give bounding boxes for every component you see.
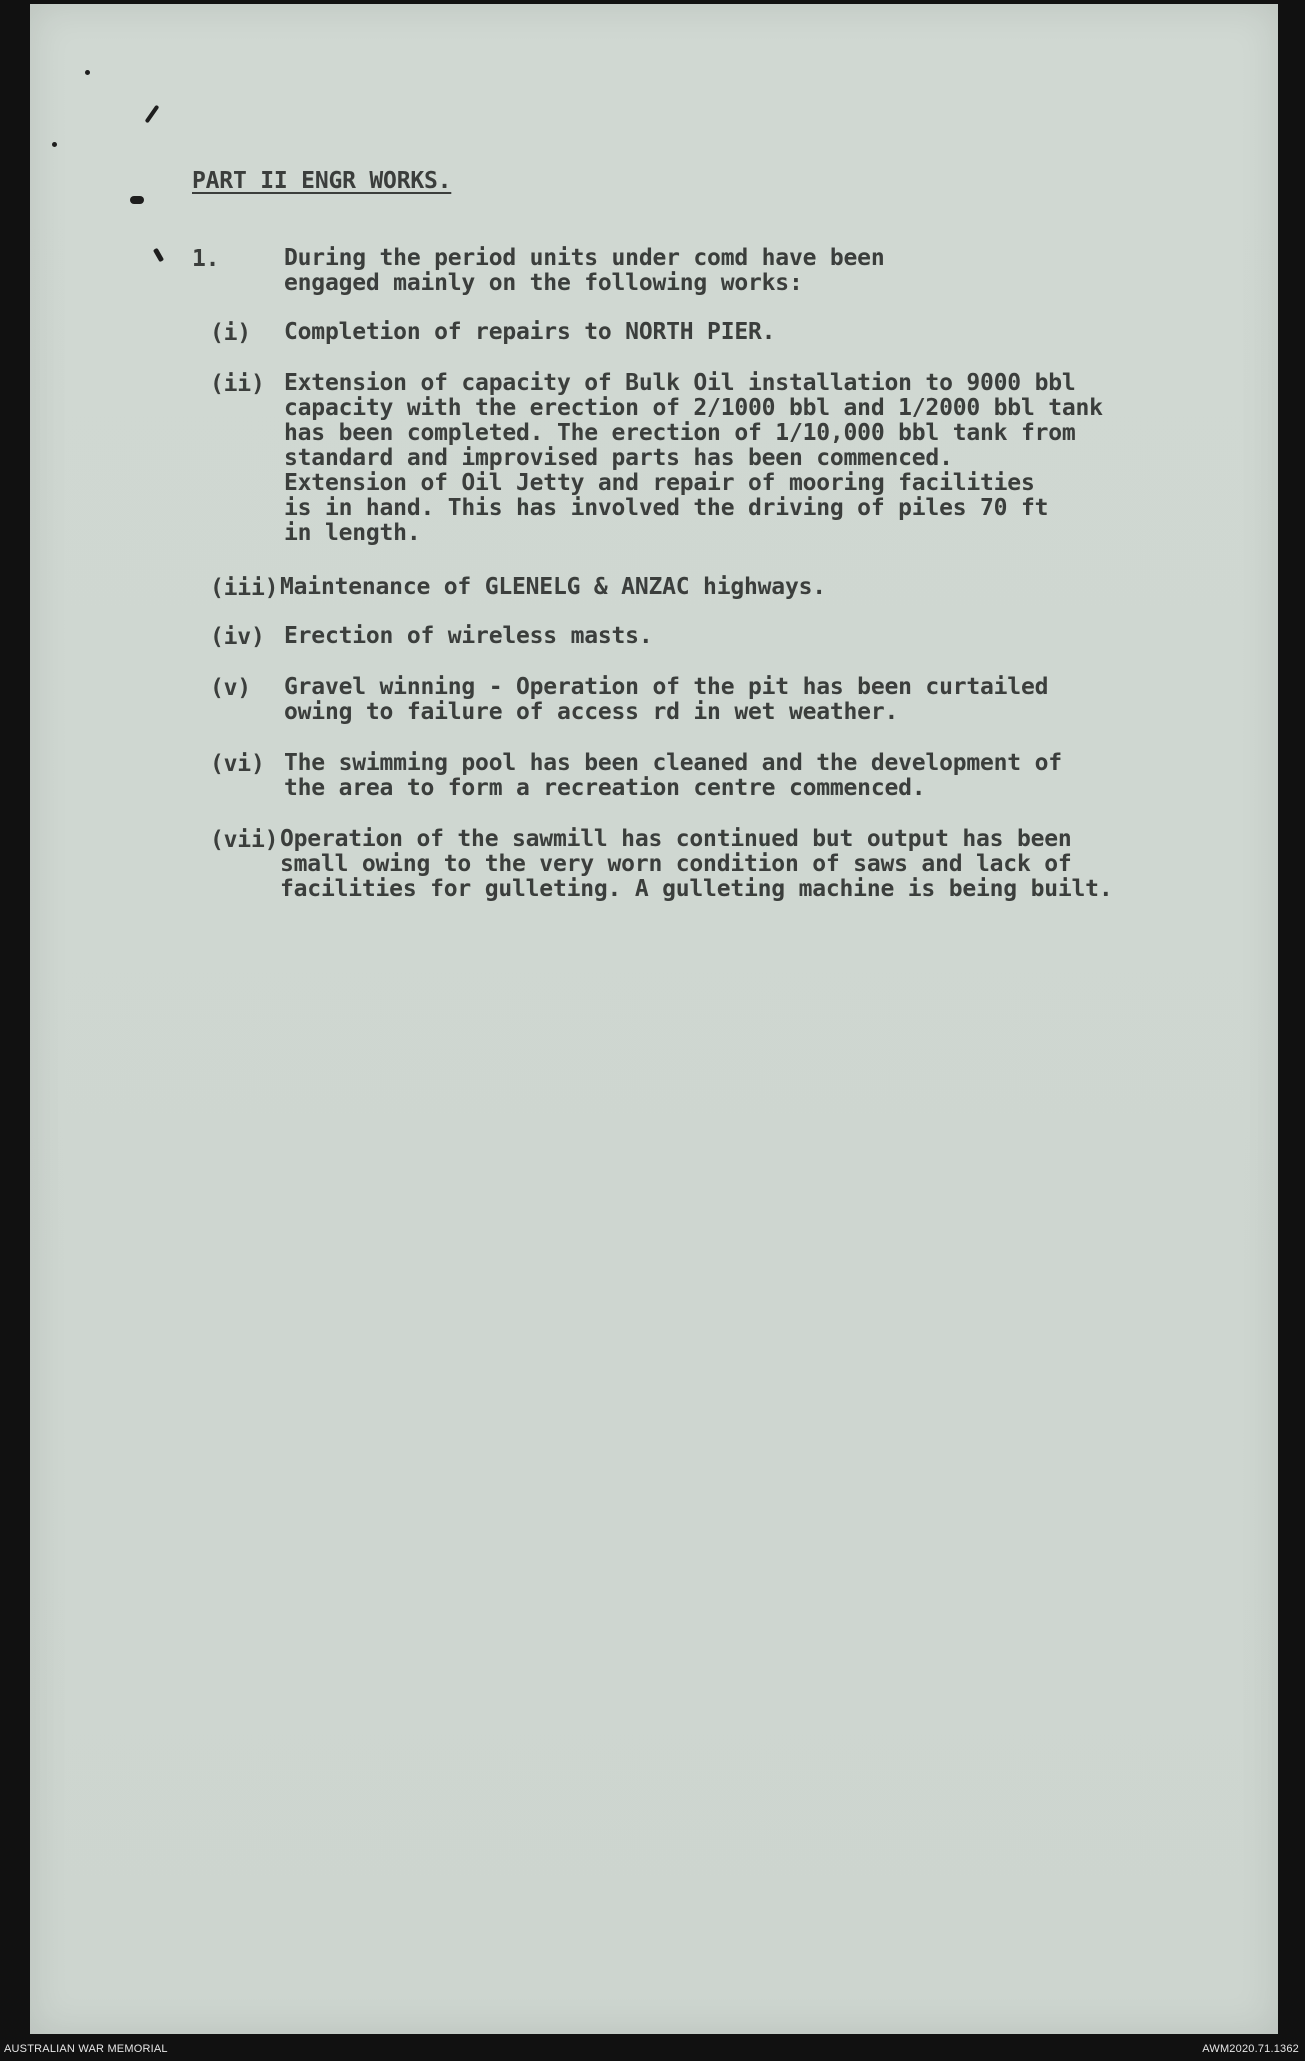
item-label: (i) [210, 320, 251, 346]
item-text: Erection of wireless masts. [284, 623, 653, 649]
document-page [30, 4, 1278, 2034]
punch-mark [52, 142, 57, 147]
archive-credit: AUSTRALIAN WAR MEMORIAL [4, 2043, 168, 2055]
item-text: Gravel winning - Operation of the pit has been curtailed owing to failure of access rd in wet weather. [284, 674, 1049, 725]
section-heading: PART II ENGR WORKS. [192, 168, 452, 194]
archive-reference: AWM2020.71.1362 [1202, 2043, 1299, 2055]
item-text: Extension of capacity of Bulk Oil installation to 9000 bbl capacity with the erection of 2/1000 bbl and 1/2000 bbl tank has been completed. The erection of 1/10,000 bbl tank from standard and improvised parts has been commenced. Extension of Oil Jetty and repair of mooring facilities is in hand. This has involved the driving of piles 70 ft in length. [284, 370, 1103, 546]
punch-mark [85, 70, 90, 75]
item-label: (v) [210, 675, 251, 701]
item-text: Maintenance of GLENELG & ANZAC highways. [280, 574, 826, 600]
item-text: Completion of repairs to NORTH PIER. [284, 319, 776, 345]
item-text: The swimming pool has been cleaned and the development of the area to form a recreation centre commenced. [284, 750, 1062, 801]
item-label: (vi) [210, 751, 265, 777]
pencil-tick-mark [145, 105, 160, 124]
item-label: (vii) [210, 827, 279, 853]
paragraph-number: 1. [192, 246, 220, 272]
item-label: (iii) [210, 575, 279, 601]
pencil-tick-mark [153, 248, 164, 263]
item-text: Operation of the sawmill has continued but output has been small owing to the very worn condition of saws and lack of facilities for gulleting. A gulleting machine is being built. [280, 826, 1113, 902]
item-label: (ii) [210, 371, 265, 397]
pencil-tick-mark [130, 196, 144, 204]
item-label: (iv) [210, 624, 265, 650]
paragraph-lead: During the period units under comd have been engaged mainly on the following works: [284, 245, 885, 296]
